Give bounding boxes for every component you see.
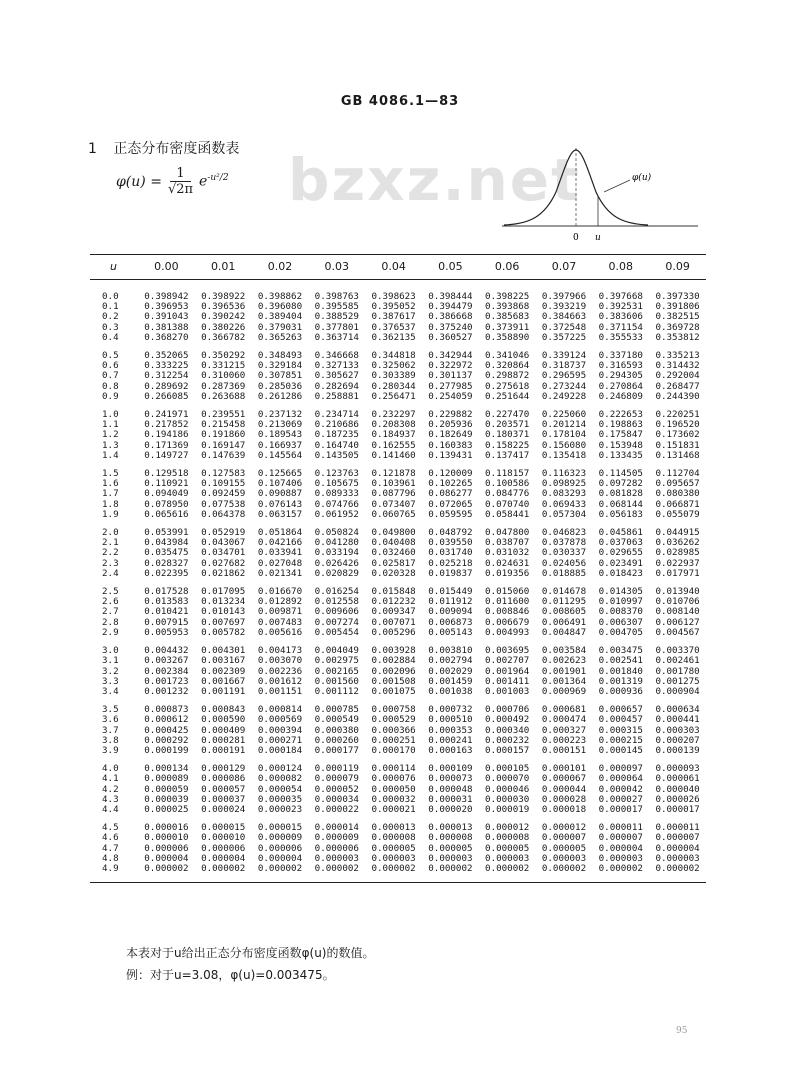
- density-values-cell: 0.015848 0.012232 0.009347 0.007071 0.005296: [371, 586, 416, 638]
- col-header: 0.01: [195, 255, 252, 280]
- density-values-cell: 0.004301 0.003167 0.002309 0.001667 0.001191: [201, 645, 246, 697]
- col-header: 0.09: [649, 255, 706, 280]
- density-values-cell: 0.397330 0.391806 0.382515 0.369728 0.353812: [655, 291, 700, 343]
- density-values-cell: 0.049800 0.040408 0.032460 0.025817 0.020328: [371, 527, 416, 579]
- density-formula: [116, 166, 229, 197]
- density-values-cell: 0.047800 0.038707 0.031032 0.024631 0.019356: [485, 527, 530, 579]
- u-header: u: [90, 255, 138, 280]
- standard-code-header: GB 4086.1—83: [340, 94, 460, 109]
- density-values-cell: 0.000014 0.000009 0.000006 0.000003 0.000002: [308, 815, 365, 883]
- density-values-cell: 0.003928 0.002884 0.002096 0.001508 0.001075: [371, 645, 416, 697]
- density-values-cell: 0.000097 0.000064 0.000042 0.000027 0.000017: [598, 763, 643, 815]
- density-values-cell: 0.222653 0.198863 0.175847 0.153948 0.133435: [598, 409, 643, 461]
- density-values-cell: 0.000013 0.000008 0.000005 0.000003 0.000002: [365, 815, 422, 883]
- table-row-group: [90, 756, 706, 815]
- density-values-cell: 0.352065 0.333225 0.312254 0.289692 0.266085: [144, 350, 189, 402]
- density-values-cell: 0.051864 0.042166 0.033941 0.027048 0.021341: [257, 527, 303, 579]
- density-values-cell: 0.000093 0.000061 0.000040 0.000026 0.000017: [655, 763, 700, 815]
- u-values-cell: 2.5 2.6 2.7 2.8 2.9: [102, 586, 119, 638]
- density-values-cell: 0.017528 0.013583 0.010421 0.007915 0.005953: [144, 586, 189, 638]
- density-values-cell: 0.000634 0.000441 0.000303 0.000207 0.000139: [655, 704, 700, 756]
- density-values-cell: 0.000013 0.000008 0.000005 0.000003 0.000002: [422, 815, 479, 883]
- formula-fraction: [168, 166, 193, 197]
- table-row-group: [90, 461, 706, 520]
- density-values-cell: 0.348493 0.329184 0.307851 0.285036 0.261286: [257, 350, 303, 402]
- u-values-cell: 1.0 1.1 1.2 1.3 1.4: [102, 409, 119, 461]
- col-header: 0.05: [422, 255, 479, 280]
- col-header: 0.00: [138, 255, 195, 280]
- u-values-cell: 1.5 1.6 1.7 1.8 1.9: [102, 468, 119, 520]
- density-values-cell: 0.232297 0.208308 0.184937 0.162555 0.141460: [371, 409, 416, 461]
- density-values-cell: 0.003475 0.002541 0.001840 0.001319 0.000936: [598, 645, 643, 697]
- density-values-cell: 0.125665 0.107406 0.090887 0.076143 0.063157: [257, 468, 303, 520]
- density-values-cell: 0.229882 0.205936 0.182649 0.160383 0.139431: [428, 409, 473, 461]
- density-values-cell: 0.114505 0.097282 0.081828 0.068144 0.056183: [598, 468, 643, 520]
- density-values-cell: 0.346668 0.327133 0.305627 0.282694 0.258881: [314, 350, 359, 402]
- density-values-cell: 0.335213 0.314432 0.292004 0.268477 0.244390: [655, 350, 700, 402]
- density-values-cell: 0.000016 0.000010 0.000006 0.000004 0.000002: [138, 815, 195, 883]
- density-values-cell: 0.234714 0.210686 0.187235 0.164740 0.143505: [314, 409, 359, 461]
- density-values-cell: 0.123763 0.105675 0.089333 0.074766 0.061952: [314, 468, 359, 520]
- density-values-cell: 0.000732 0.000510 0.000353 0.000241 0.000163: [428, 704, 473, 756]
- density-values-cell: 0.342944 0.322972 0.301137 0.277985 0.254059: [428, 350, 473, 402]
- density-values-cell: 0.016254 0.012558 0.009606 0.007274 0.005454: [314, 586, 359, 638]
- density-values-cell: 0.050824 0.041280 0.033194 0.026426 0.020829: [314, 527, 359, 579]
- density-values-cell: 0.000101 0.000067 0.000044 0.000028 0.000018: [541, 763, 587, 815]
- density-values-cell: 0.052919 0.043067 0.034701 0.027682 0.021862: [201, 527, 246, 579]
- density-values-cell: 0.000015 0.000009 0.000006 0.000004 0.000002: [252, 815, 309, 883]
- density-values-cell: 0.000681 0.000474 0.000327 0.000223 0.000151: [541, 704, 587, 756]
- table-row-group: [90, 280, 706, 344]
- watermark: bzxz.net: [288, 146, 581, 214]
- density-values-cell: 0.045861 0.037063 0.029655 0.023491 0.018423: [598, 527, 643, 579]
- u-values-cell: 2.0 2.1 2.2 2.3 2.4: [102, 527, 119, 579]
- density-values-cell: 0.000011 0.000007 0.000004 0.000003 0.000002: [592, 815, 649, 883]
- density-values-cell: 0.000706 0.000492 0.000340 0.000232 0.000157: [485, 704, 530, 756]
- density-values-cell: 0.398862 0.396080 0.389404 0.379031 0.365263: [257, 291, 303, 343]
- density-values-cell: 0.227470 0.203571 0.180371 0.158225 0.137417: [485, 409, 530, 461]
- density-values-cell: 0.000015 0.000010 0.000006 0.000004 0.000002: [195, 815, 252, 883]
- density-table: [90, 254, 706, 883]
- density-values-cell: 0.398444 0.394479 0.386668 0.375240 0.360527: [428, 291, 473, 343]
- density-values-cell: 0.220251 0.196520 0.173602 0.151831 0.131468: [655, 409, 700, 461]
- u-values-cell: 3.0 3.1 3.2 3.3 3.4: [102, 645, 119, 697]
- density-values-cell: 0.239551 0.215458 0.191860 0.169147 0.147639: [201, 409, 246, 461]
- section-title-text: 正态分布密度函数表: [113, 141, 240, 157]
- figure-axis-u: u: [595, 233, 601, 243]
- density-values-cell: 0.000119 0.000079 0.000052 0.000034 0.000022: [314, 763, 359, 815]
- table-row-group: [90, 638, 706, 697]
- table-row-group: [90, 402, 706, 461]
- u-values-cell: 4.0 4.1 4.2 4.3 4.4: [102, 763, 119, 815]
- figure-curve-label: φ(u): [632, 173, 652, 183]
- col-header: 0.04: [365, 255, 422, 280]
- density-values-cell: 0.397668 0.392531 0.383606 0.371154 0.355533: [598, 291, 643, 343]
- density-values-cell: 0.000785 0.000549 0.000380 0.000260 0.000177: [314, 704, 359, 756]
- table-example: 例：对于u=3.08，φ(u)=0.003475。: [126, 968, 335, 982]
- u-values-cell: 0.5 0.6 0.7 0.8 0.9: [102, 350, 119, 402]
- density-values-cell: 0.000814 0.000569 0.000394 0.000271 0.000184: [257, 704, 303, 756]
- density-values-cell: 0.000873 0.000612 0.000425 0.000292 0.000199: [144, 704, 189, 756]
- density-values-cell: 0.237132 0.213069 0.189543 0.166937 0.145564: [257, 409, 303, 461]
- density-values-cell: 0.397966 0.393219 0.384663 0.372548 0.357225: [541, 291, 587, 343]
- density-values-cell: 0.225060 0.201214 0.178104 0.156080 0.135418: [541, 409, 587, 461]
- density-values-cell: 0.398942 0.396953 0.391043 0.381388 0.368270: [144, 291, 189, 343]
- density-values-cell: 0.129518 0.110921 0.094049 0.078950 0.065616: [144, 468, 189, 520]
- col-header: 0.02: [252, 255, 309, 280]
- density-values-cell: 0.048792 0.039550 0.031740 0.025218 0.019837: [428, 527, 473, 579]
- normal-curve-figure: [500, 144, 700, 244]
- density-values-cell: 0.118157 0.100586 0.084776 0.070740 0.058441: [485, 468, 530, 520]
- u-values-cell: 3.5 3.6 3.7 3.8 3.9: [102, 704, 119, 756]
- density-values-cell: 0.046823 0.037878 0.030337 0.024056 0.018885: [541, 527, 587, 579]
- density-values-cell: 0.116323 0.098925 0.083293 0.069433 0.057304: [541, 468, 587, 520]
- page-number: 95: [676, 1026, 688, 1036]
- density-values-cell: 0.398763 0.395585 0.388529 0.377801 0.363714: [314, 291, 359, 343]
- density-values-cell: 0.044915 0.036262 0.028985 0.022937 0.017971: [655, 527, 700, 579]
- figure-label-leader: [604, 180, 630, 192]
- u-values-cell: 0.0 0.1 0.2 0.3 0.4: [102, 291, 119, 343]
- density-values-cell: 0.000114 0.000076 0.000050 0.000032 0.000021: [371, 763, 416, 815]
- table-row-group: [90, 343, 706, 402]
- formula-exp-power: -u²/2: [207, 173, 229, 184]
- table-row-group: [90, 697, 706, 756]
- density-values-cell: 0.350292 0.331215 0.310060 0.287369 0.263688: [201, 350, 246, 402]
- col-header: 0.06: [479, 255, 536, 280]
- col-header: 0.07: [536, 255, 593, 280]
- density-values-cell: 0.000758 0.000529 0.000366 0.000251 0.000170: [371, 704, 416, 756]
- density-values-cell: 0.127583 0.109155 0.092459 0.077538 0.064378: [201, 468, 246, 520]
- table-row-group: [90, 520, 706, 579]
- density-values-cell: 0.241971 0.217852 0.194186 0.171369 0.149727: [144, 409, 189, 461]
- density-values-cell: 0.000012 0.000007 0.000005 0.000003 0.000002: [536, 815, 593, 883]
- density-values-cell: 0.003810 0.002794 0.002029 0.001459 0.001038: [428, 645, 473, 697]
- density-values-cell: 0.000124 0.000082 0.000054 0.000035 0.000023: [257, 763, 303, 815]
- density-values-cell: 0.398623 0.395052 0.387617 0.376537 0.362135: [371, 291, 416, 343]
- density-values-cell: 0.003695 0.002707 0.001964 0.001411 0.001003: [485, 645, 530, 697]
- density-values-cell: 0.004173 0.003070 0.002236 0.001612 0.001151: [257, 645, 303, 697]
- density-values-cell: 0.013940 0.010706 0.008140 0.006127 0.004567: [655, 586, 700, 638]
- formula-numerator: 1: [170, 166, 190, 182]
- density-values-cell: 0.398922 0.396536 0.390242 0.380226 0.366782: [201, 291, 246, 343]
- density-values-cell: 0.004049 0.002975 0.002165 0.001560 0.001112: [314, 645, 359, 697]
- density-values-cell: 0.000105 0.000070 0.000046 0.000030 0.000019: [485, 763, 530, 815]
- density-values-cell: 0.017095 0.013234 0.010143 0.007697 0.005782: [201, 586, 246, 638]
- density-values-cell: 0.000134 0.000089 0.000059 0.000039 0.000025: [144, 763, 189, 815]
- formula-lhs: φ(u) =: [116, 173, 162, 190]
- density-values-cell: 0.344818 0.325062 0.303389 0.280344 0.256471: [371, 350, 416, 402]
- density-values-cell: 0.000012 0.000008 0.000005 0.000003 0.000002: [479, 815, 536, 883]
- density-values-cell: 0.000109 0.000073 0.000048 0.000031 0.000020: [428, 763, 473, 815]
- density-values-cell: 0.000011 0.000007 0.000004 0.000003 0.000002: [649, 815, 706, 883]
- density-values-cell: 0.014678 0.011295 0.008605 0.006491 0.004847: [541, 586, 587, 638]
- density-values-cell: 0.004432 0.003267 0.002384 0.001723 0.001232: [144, 645, 189, 697]
- col-header: 0.03: [308, 255, 365, 280]
- density-values-cell: 0.341046 0.320864 0.298872 0.275618 0.251644: [485, 350, 530, 402]
- density-values-cell: 0.000129 0.000086 0.000057 0.000037 0.000024: [201, 763, 246, 815]
- formula-exp-base: e: [199, 173, 208, 190]
- section-title: [88, 138, 239, 158]
- density-values-cell: 0.053991 0.043984 0.035475 0.028327 0.022395: [144, 527, 189, 579]
- table-row-group: [90, 815, 706, 883]
- table-header-row: [90, 255, 706, 280]
- formula-exponential: [199, 173, 229, 190]
- density-values-cell: 0.000843 0.000590 0.000409 0.000281 0.000191: [201, 704, 246, 756]
- density-values-cell: 0.003370 0.002461 0.001780 0.001275 0.000904: [655, 645, 700, 697]
- density-values-cell: 0.015449 0.011912 0.009094 0.006873 0.005143: [428, 586, 473, 638]
- figure-axis-zero: 0: [573, 233, 579, 243]
- density-values-cell: 0.398225 0.393868 0.385683 0.373911 0.358890: [485, 291, 530, 343]
- density-values-cell: 0.014305 0.010997 0.008370 0.006307 0.004705: [598, 586, 643, 638]
- table-row-group: [90, 579, 706, 638]
- col-header: 0.08: [592, 255, 649, 280]
- density-values-cell: 0.339124 0.318737 0.296595 0.273244 0.249228: [541, 350, 587, 402]
- density-values-cell: 0.000657 0.000457 0.000315 0.000215 0.000145: [598, 704, 643, 756]
- table-body: [90, 280, 706, 883]
- u-values-cell: 4.5 4.6 4.7 4.8 4.9: [90, 815, 138, 883]
- density-values-cell: 0.003584 0.002623 0.001901 0.001364 0.000969: [541, 645, 587, 697]
- density-values-cell: 0.016670 0.012892 0.009871 0.007483 0.005616: [257, 586, 303, 638]
- density-values-cell: 0.120009 0.102265 0.086277 0.072065 0.059595: [428, 468, 473, 520]
- table-note: 本表对于u给出正态分布密度函数φ(u)的数值。: [126, 946, 375, 960]
- density-values-cell: 0.337180 0.316593 0.294305 0.270864 0.246809: [598, 350, 643, 402]
- density-values-cell: 0.112704 0.095657 0.080380 0.066871 0.055079: [655, 468, 700, 520]
- density-values-cell: 0.121878 0.103961 0.087796 0.073407 0.060765: [371, 468, 416, 520]
- density-values-cell: 0.015060 0.011600 0.008846 0.006679 0.004993: [485, 586, 530, 638]
- section-number: 1: [88, 141, 97, 157]
- formula-denominator: √2π: [167, 182, 194, 197]
